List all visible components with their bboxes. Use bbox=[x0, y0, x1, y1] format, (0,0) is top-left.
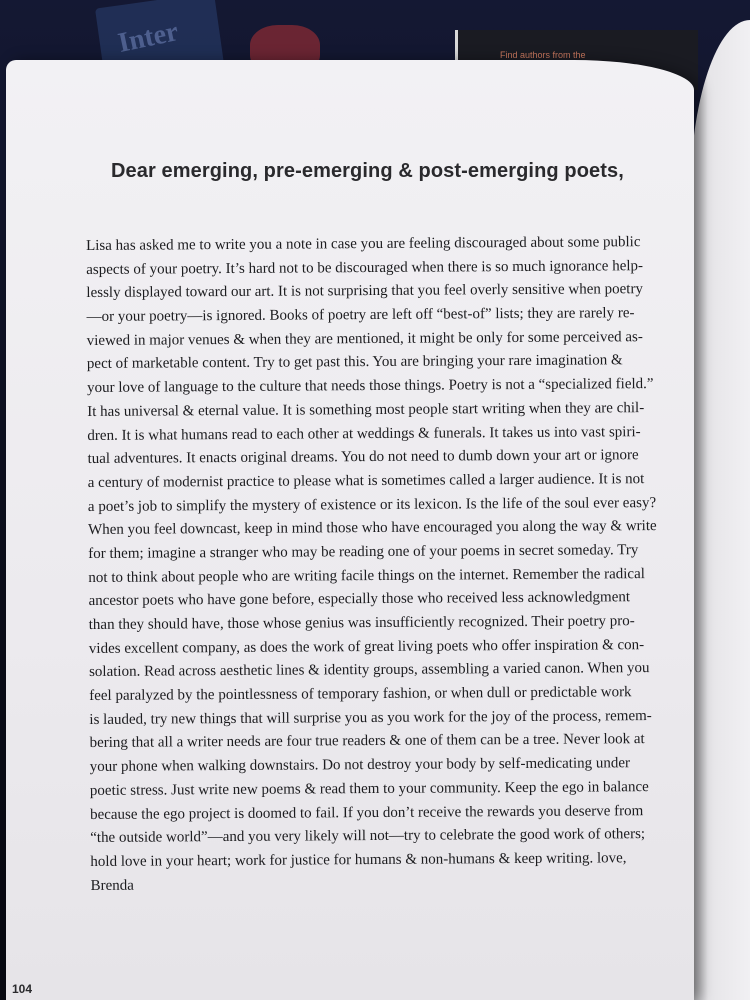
letter-line: not to think about people who are writing facile things on the internet. Remember the radical bbox=[88, 565, 645, 586]
letter-line: hold love in your heart; work for justice for humans & non-humans & keep writing. love, bbox=[90, 850, 627, 870]
letter-line: is lauded, try new things that will surprise you as you work for the joy of the process, remem- bbox=[89, 707, 652, 728]
letter-line: ancestor poets who have gone before, especially those who received less acknowledgment bbox=[88, 589, 631, 610]
next-page-edge bbox=[690, 20, 750, 1000]
letter-line: —or your poetry—is ignored. Books of poetry are left off “best-of” lists; they are rarely re- bbox=[86, 305, 635, 326]
letter-line: tual adventures. It enacts original dreams. You do not need to dumb down your art or ignore bbox=[87, 447, 639, 468]
letter-line: solation. Read across aesthetic lines & identity groups, assembling a varied canon. When you bbox=[88, 660, 650, 681]
letter-line: bering that all a writer needs are four true readers & one of them can be a tree. Never look at bbox=[89, 731, 645, 752]
letter-line: because the ego project is doomed to fail. If you don’t receive the rewards you deserve from bbox=[89, 802, 644, 823]
letter-line: poetic stress. Just write new poems & read them to your community. Keep the ego in balance bbox=[89, 778, 649, 799]
background-book-title: Inter bbox=[115, 16, 182, 59]
letter-line: your phone when walking downstairs. Do not destroy your body by self-medicating under bbox=[89, 755, 631, 776]
book-page bbox=[6, 60, 694, 1000]
letter-line: dren. It is what humans read to each other at weddings & funerals. It takes us into vast spiri- bbox=[87, 423, 641, 444]
letter-line: viewed in major venues & when they are mentioned, it might be only for some perceived as- bbox=[86, 328, 643, 349]
letter-line: a poet’s job to simplify the mystery of existence or its lexicon. Is the life of the soul ever easy? bbox=[87, 494, 657, 515]
letter-line: lessly displayed toward our art. It is not surprising that you feel overly sensitive when poetry bbox=[86, 281, 644, 302]
letter-line: Lisa has asked me to write you a note in case you are feeling discouraged about some public bbox=[86, 234, 641, 254]
letter-line: than they should have, those whose genius was insufficiently recognized. Their poetry pro- bbox=[88, 613, 635, 633]
letter-body bbox=[86, 231, 686, 898]
page-number: 104 bbox=[12, 982, 33, 996]
letter-line: When you feel downcast, keep in mind those who have encouraged you along the way & write bbox=[88, 518, 657, 539]
letter-line: your love of language to the culture that needs those things. Poetry is not a “specialized field.” bbox=[87, 376, 654, 397]
letter-line: for them; imagine a stranger who may be reading one of your poems in secret someday. Try bbox=[88, 542, 639, 562]
letter-line: aspects of your poetry. It’s hard not to be discouraged when there is so much ignorance help- bbox=[86, 257, 644, 278]
letter-line: It has universal & eternal value. It is something most people start writing when they are chil- bbox=[87, 399, 645, 420]
letter-heading: Dear emerging, pre-emerging & post-emerging poets, bbox=[111, 160, 624, 182]
letter-line: feel paralyzed by the pointlessness of temporary fashion, or when dull or predictable work bbox=[89, 684, 632, 705]
background-card-text: Find authors from the bbox=[500, 50, 586, 60]
letter-line: a century of modernist practice to please what is sometimes called a larger audience. It is not bbox=[87, 470, 645, 491]
letter-line: pect of marketable content. Try to get past this. You are bringing your rare imagination & bbox=[86, 352, 623, 373]
letter-line: vides excellent company, as does the work of great living poets who offer inspiration & con- bbox=[88, 636, 645, 657]
letter-line: “the outside world”—and you very likely will not—try to celebrate the good work of others; bbox=[90, 826, 646, 847]
letter-signature: Brenda bbox=[90, 877, 134, 894]
